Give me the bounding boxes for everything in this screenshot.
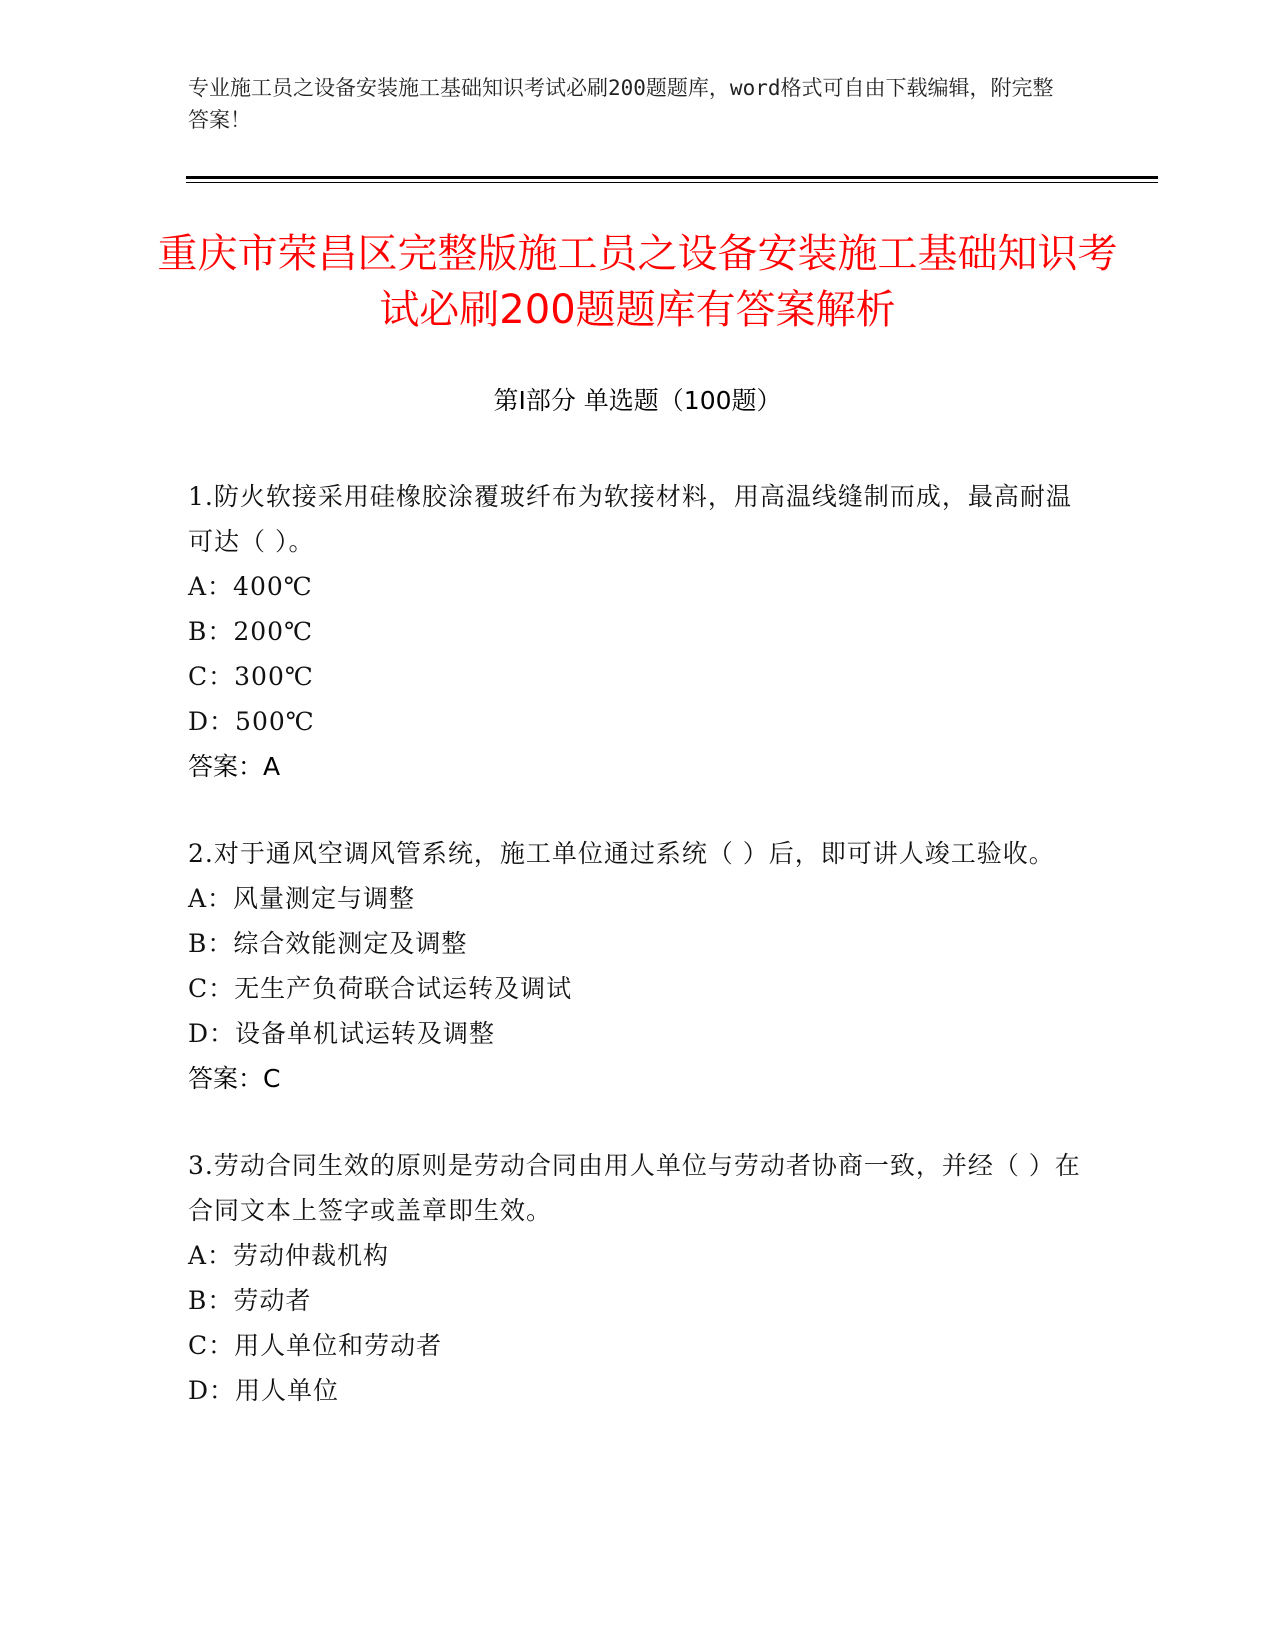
option-c: C：无生产负荷联合试运转及调试 bbox=[188, 974, 573, 1003]
header-note: 专业施工员之设备安装施工基础知识考试必刷200题题库，word格式可自由下载编辑，附完整答案！ bbox=[188, 76, 1054, 132]
option-d: D：500℃ bbox=[188, 707, 315, 736]
header-divider-thick bbox=[186, 176, 1158, 179]
question-list bbox=[188, 474, 1088, 1455]
question-1 bbox=[188, 474, 1088, 789]
option-a: A：风量测定与调整 bbox=[188, 884, 416, 913]
option-d: D：用人单位 bbox=[188, 1376, 340, 1405]
question-3 bbox=[188, 1143, 1088, 1413]
option-b: B：综合效能测定及调整 bbox=[188, 929, 468, 958]
section-title: 第I部分 单选题（100题） bbox=[493, 386, 782, 415]
option-c: C：300℃ bbox=[188, 662, 314, 691]
option-a: A：400℃ bbox=[188, 572, 313, 601]
question-stem: 3.劳动合同生效的原则是劳动合同由用人单位与劳动者协商一致，并经（ ）在合同文本上签字或盖章即生效。 bbox=[188, 1151, 1081, 1225]
answer: 答案：A bbox=[188, 752, 281, 781]
option-d: D：设备单机试运转及调整 bbox=[188, 1019, 496, 1048]
header-divider-thin bbox=[186, 182, 1158, 183]
question-2 bbox=[188, 831, 1088, 1101]
option-c: C：用人单位和劳动者 bbox=[188, 1331, 443, 1360]
question-stem: 2.对于通风空调风管系统，施工单位通过系统（ ）后，即可讲人竣工验收。 bbox=[188, 839, 1055, 868]
option-a: A：劳动仲裁机构 bbox=[188, 1241, 390, 1270]
option-b: B：劳动者 bbox=[188, 1286, 312, 1315]
document-title: 重庆市荣昌区完整版施工员之设备安装施工基础知识考试必刷200题题库有答案解析 bbox=[157, 231, 1118, 333]
answer: 答案：C bbox=[188, 1064, 281, 1093]
option-b: B：200℃ bbox=[188, 617, 314, 646]
question-stem: 1.防火软接采用硅橡胶涂覆玻纤布为软接材料，用高温线缝制而成，最高耐温可达（ ）。 bbox=[188, 482, 1072, 556]
